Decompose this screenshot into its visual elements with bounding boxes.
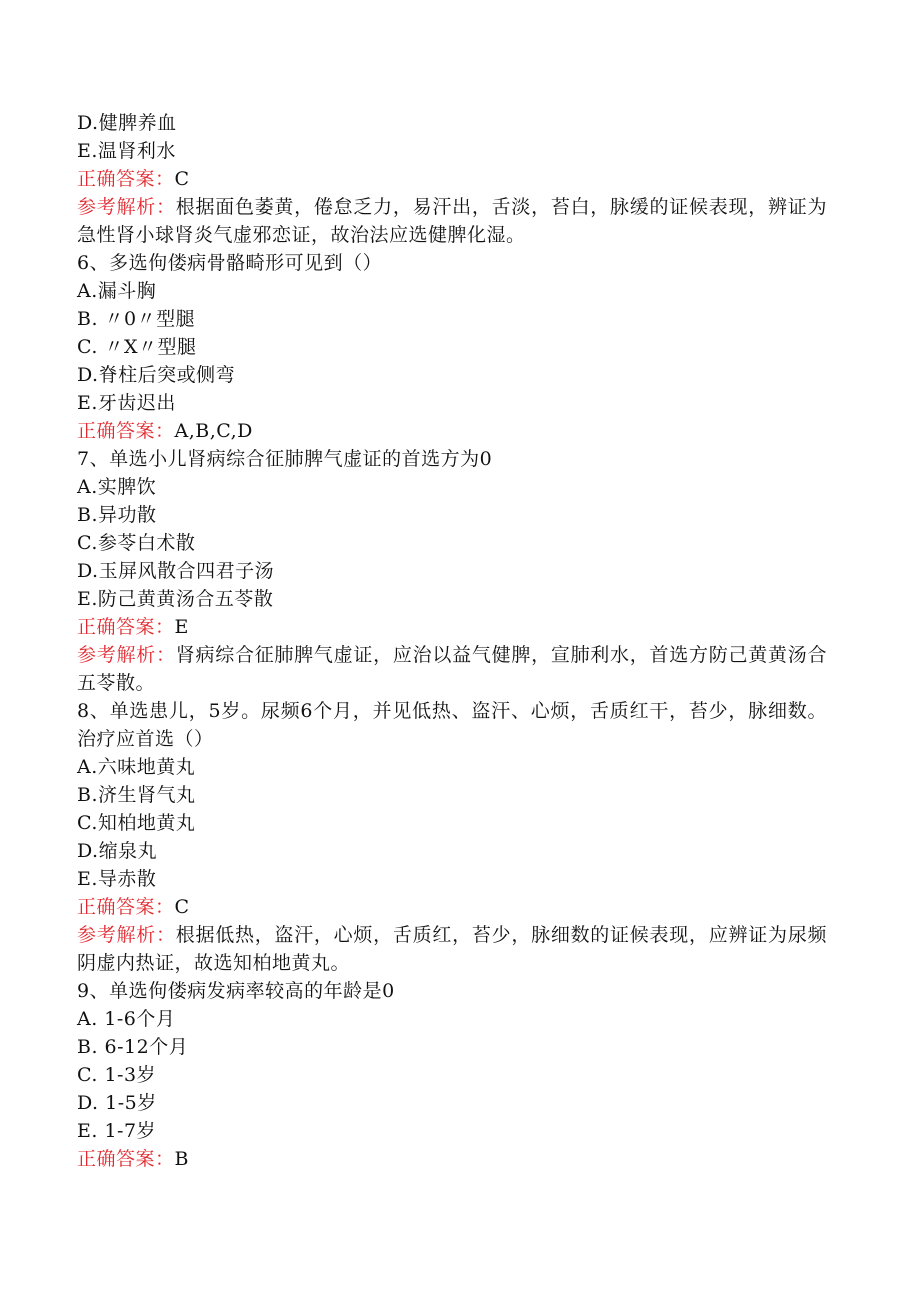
q8-option-a: A.六味地黄丸 bbox=[77, 756, 196, 778]
explain-label: 参考解析： bbox=[77, 924, 176, 946]
q9-option-c: C. 1-3岁 bbox=[77, 1064, 157, 1086]
q6-option-d: D.脊柱后突或侧弯 bbox=[77, 364, 236, 386]
q8-option-e: E.导赤散 bbox=[77, 868, 157, 890]
q7-explanation bbox=[77, 641, 827, 697]
q7-option-c: C.参苓白术散 bbox=[77, 532, 196, 554]
q5-option-d: D.健脾养血 bbox=[77, 112, 177, 134]
q6-option-e: E.牙齿迟出 bbox=[77, 392, 176, 414]
answer-label: 正确答案： bbox=[77, 420, 175, 442]
q8-option-c: C.知柏地黄丸 bbox=[77, 812, 196, 834]
q8-explanation bbox=[77, 921, 827, 977]
answer-value: B bbox=[174, 1148, 189, 1170]
q9-option-d: D. 1-5岁 bbox=[77, 1092, 157, 1114]
q9-option-b: B. 6-12个月 bbox=[77, 1036, 189, 1058]
q8-answer bbox=[77, 893, 827, 921]
explain-label: 参考解析： bbox=[77, 196, 176, 218]
q8-stem: 8、单选患儿，5岁。尿频6个月，并见低热、盗汗、心烦，舌质红干，苔少，脉细数。治疗应首选（） bbox=[77, 700, 827, 750]
q6-stem: 6、多选佝偻病骨骼畸形可见到（） bbox=[77, 252, 383, 274]
exam-page bbox=[77, 109, 827, 1173]
q8-option-b: B.济生肾气丸 bbox=[77, 784, 196, 806]
q5-explanation bbox=[77, 193, 827, 249]
answer-value: C bbox=[174, 168, 190, 190]
q6-option-c: C. 〃X〃型腿 bbox=[77, 336, 197, 358]
q9-answer bbox=[77, 1145, 827, 1173]
explain-label: 参考解析： bbox=[77, 644, 176, 666]
answer-value: C bbox=[174, 896, 190, 918]
answer-value: E bbox=[174, 616, 189, 638]
answer-label: 正确答案： bbox=[77, 168, 175, 190]
q7-option-d: D.玉屏风散合四君子汤 bbox=[77, 560, 275, 582]
answer-label: 正确答案： bbox=[77, 1148, 175, 1170]
q6-option-a: A.漏斗胸 bbox=[77, 280, 157, 302]
q8-option-d: D.缩泉丸 bbox=[77, 840, 158, 862]
q6-answer bbox=[77, 417, 827, 445]
q5-answer bbox=[77, 165, 827, 193]
answer-label: 正确答案： bbox=[77, 896, 175, 918]
answer-value: A,B,C,D bbox=[174, 420, 253, 442]
explain-text: 肾病综合征肺脾气虚证，应治以益气健脾，宣肺利水，首选方防己黄黄汤合五苓散。 bbox=[77, 644, 827, 694]
q9-stem: 9、单选佝偻病发病率较高的年龄是0 bbox=[77, 980, 395, 1002]
answer-label: 正确答案： bbox=[77, 616, 175, 638]
q7-answer bbox=[77, 613, 827, 641]
q7-option-a: A.实脾饮 bbox=[77, 476, 157, 498]
explain-text: 根据低热，盗汗，心烦，舌质红，苔少，脉细数的证候表现，应辨证为尿频阴虚内热证，故选知柏地黄丸。 bbox=[77, 924, 827, 974]
q9-option-a: A. 1-6个月 bbox=[77, 1008, 176, 1030]
q6-option-b: B. 〃0〃型腿 bbox=[77, 308, 196, 330]
explain-text: 根据面色萎黄，倦怠乏力，易汗出，舌淡，苔白，脉缓的证候表现，辨证为急性肾小球肾炎气虚邪恋证，故治法应选健脾化湿。 bbox=[77, 196, 827, 246]
q7-option-b: B.异功散 bbox=[77, 504, 157, 526]
q7-stem: 7、单选小儿肾病综合征肺脾气虚证的首选方为0 bbox=[77, 448, 493, 470]
q5-option-e: E.温肾利水 bbox=[77, 140, 176, 162]
q7-option-e: E.防己黄黄汤合五苓散 bbox=[77, 588, 274, 610]
q9-option-e: E. 1-7岁 bbox=[77, 1120, 157, 1142]
